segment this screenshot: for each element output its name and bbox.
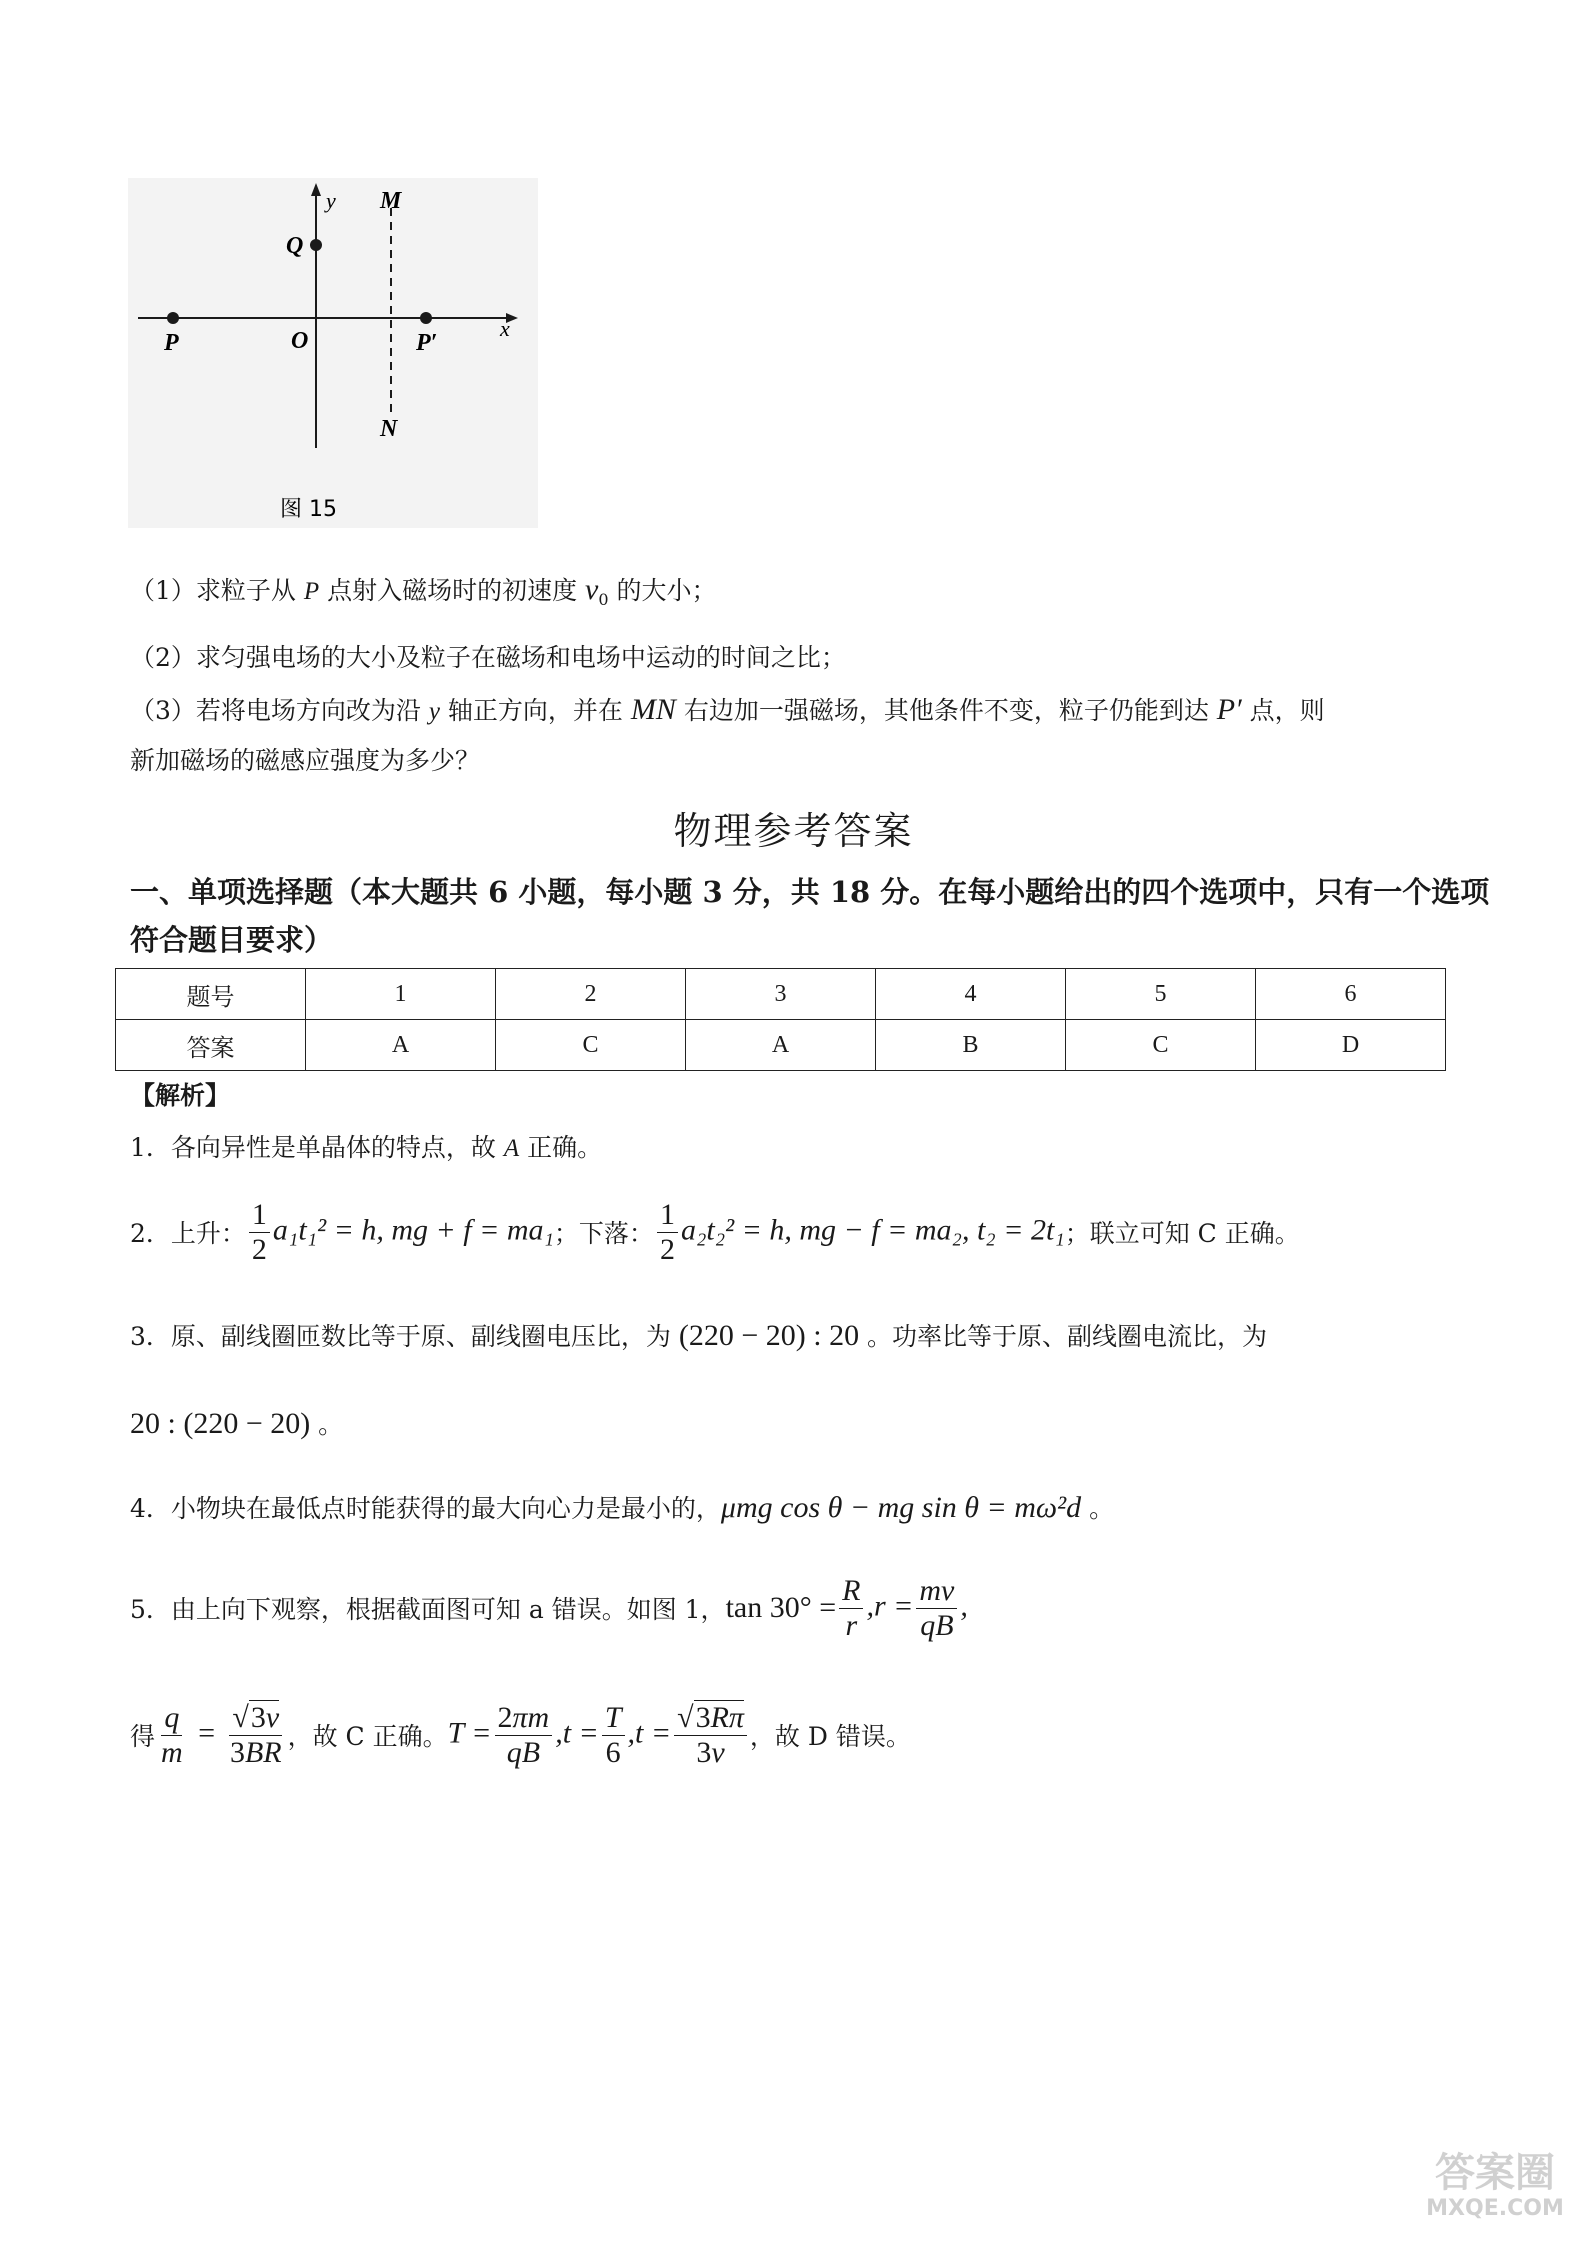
svg-text:图 15: 图 15	[280, 497, 337, 522]
table-cell: 1	[306, 969, 496, 1020]
watermark-logo: 答案圈 MXQE.COM	[1426, 2150, 1564, 2221]
coordinate-diagram	[128, 178, 538, 538]
figure-15	[128, 178, 538, 538]
explanation-3-line2: 20 : (220 − 20) 。	[130, 1407, 344, 1440]
table-cell: C	[496, 1020, 686, 1071]
table-cell: A	[306, 1020, 496, 1071]
svg-text:x: x	[500, 316, 510, 341]
table-cell: A	[686, 1020, 876, 1071]
answer-table	[115, 968, 1446, 1071]
table-cell: D	[1256, 1020, 1446, 1071]
question-3-line2: 新加磁场的磁感应强度为多少？	[130, 746, 481, 775]
svg-text:M: M	[380, 188, 402, 214]
table-row	[116, 1020, 1446, 1071]
explanation-3: 3．原、副线圈匝数比等于原、副线圈电压比，为 (220 − 20) : 20 。功率比等于原、副线圈电流比，为	[130, 1319, 1268, 1352]
explanation-5-line2: 得 $\frac{q}{m}$ = $\frac{√3v}{3BR}$ ，故 C 正确。 T = $\frac{2\pi m}{qB}$ ,t = $\frac{T}{6}$ ,t = $\frac{√3R\pi}{3v}$ ，故 D 错误。	[130, 1700, 911, 1769]
svg-text:P′: P′	[416, 330, 438, 356]
analysis-label: 【解析】	[130, 1081, 231, 1110]
svg-text:N: N	[380, 416, 398, 442]
explanation-5: 5．由上向下观察，根据截面图可知 a 错误。如图 1， tan 30° = $\frac{R}{r}$ ,r = $\frac{mv}{qB}$ ,	[130, 1573, 968, 1642]
table-cell: 6	[1256, 969, 1446, 1020]
svg-text:Q: Q	[286, 233, 304, 259]
table-cell: 5	[1066, 969, 1256, 1020]
table-cell: 3	[686, 969, 876, 1020]
table-cell: C	[1066, 1020, 1256, 1071]
explanation-1: 1．各向异性是单晶体的特点，故 A 正确。	[130, 1133, 603, 1162]
table-row	[116, 969, 1446, 1020]
table-cell: 答案	[116, 1020, 306, 1071]
explanation-2: 2．上升： $\frac{1}{2}$ a₁t₁² = h, mg + f = ma₁ ；下落： $\frac{1}{2}$ a₂t₂² = h, mg − f = ma₂, t₂ = 2t₁ ；联立可知 C 正确。	[130, 1197, 1300, 1266]
table-cell: 题号	[116, 969, 306, 1020]
table-cell: 2	[496, 969, 686, 1020]
svg-text:P: P	[164, 330, 179, 356]
question-1: （1）求粒子从 P 点射入磁场时的初速度 $v_0$ 的大小；	[130, 573, 717, 609]
answer-title: 物理参考答案	[673, 809, 914, 853]
svg-text:O: O	[291, 328, 309, 354]
section-heading: 一、单项选择题（本大题共 6 小题，每小题 3 分，共 18 分。在每小题给出的四个选项中，只有一个选项符合题目要求）	[130, 875, 1490, 957]
table-cell: B	[876, 1020, 1066, 1071]
explanation-4: 4．小物块在最低点时能获得的最大向心力是最小的，μmg cos θ − mg sin θ = mω²d 。	[130, 1491, 1115, 1524]
question-2: （2）求匀强电场的大小及粒子在磁场和电场中运动的时间之比；	[130, 643, 846, 672]
table-cell: 4	[876, 969, 1066, 1020]
svg-text:y: y	[326, 188, 336, 213]
question-3: （3）若将电场方向改为沿 y 轴正方向，并在 MN 右边加一强磁场，其他条件不变，粒子仍能到达 P′ 点，则	[130, 693, 1325, 726]
